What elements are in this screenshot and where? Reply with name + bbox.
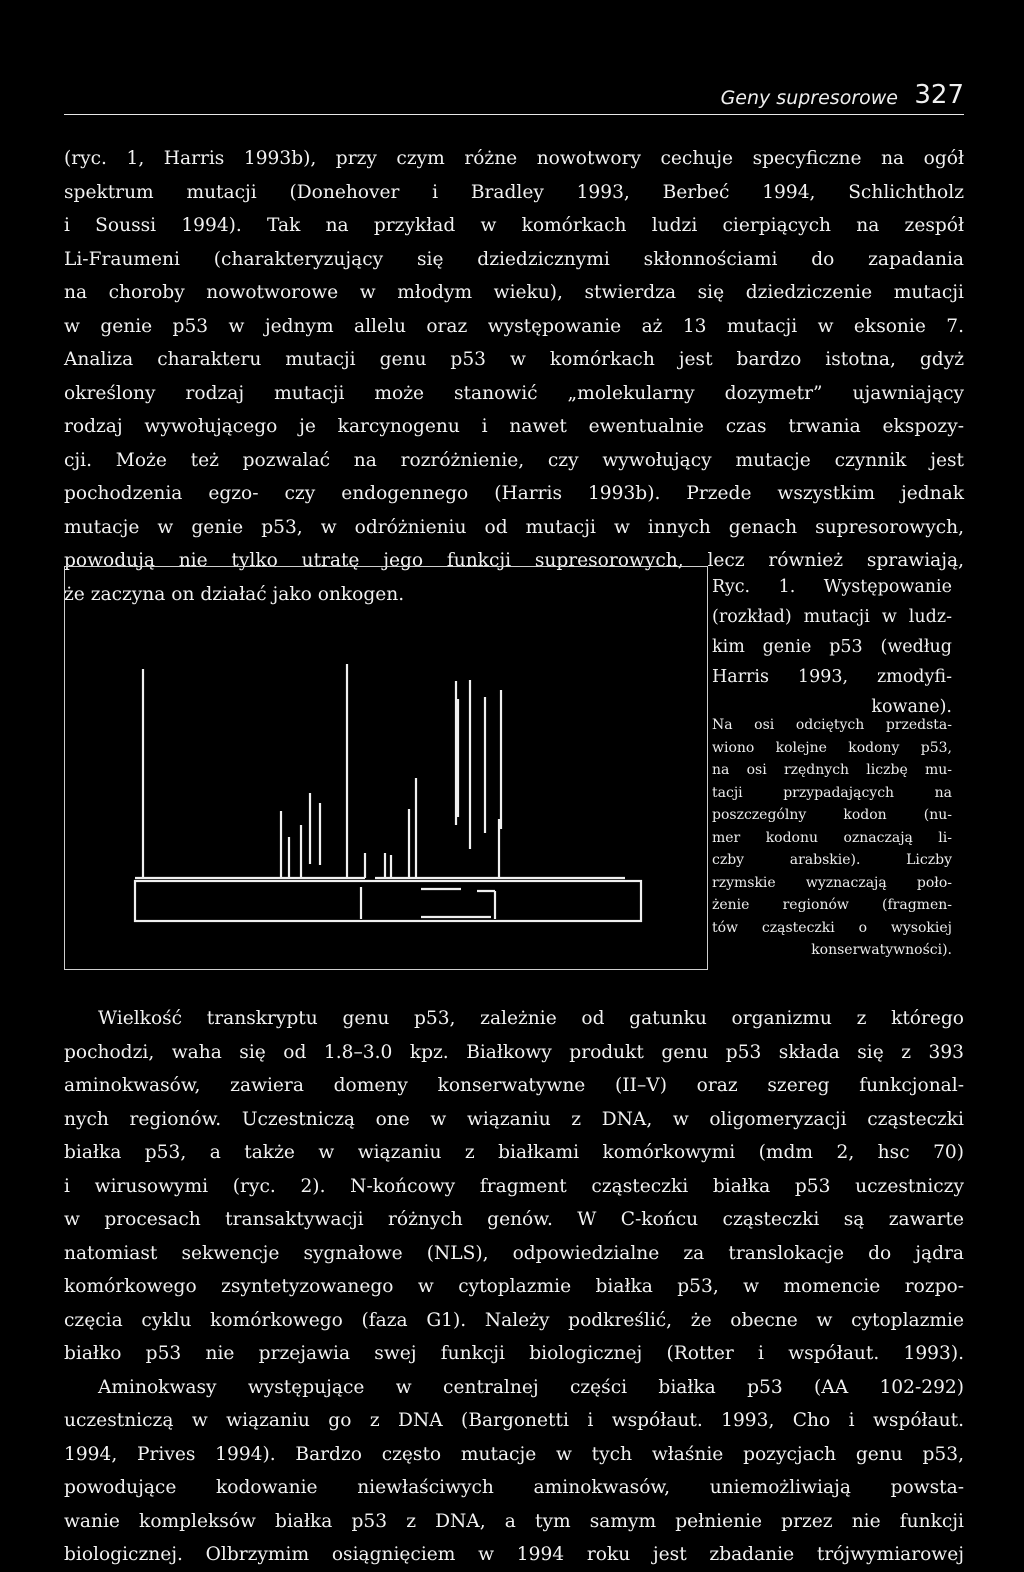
- text-line: Wielkość transkryptu genu p53, zależnie od gatunku organizmu z którego: [98, 1008, 964, 1029]
- text-line: w genie p53 w jednym allelu oraz występowanie aż 13 mutacji w eksonie 7.: [64, 315, 964, 337]
- text-line: wanie kompleksów białka p53 z DNA, a tym samym pełnienie przez nie funkcji: [64, 1510, 964, 1532]
- text-line: Li-Fraumeni (charakteryzujący się dziedzicznymi skłonnościami do zapadania: [64, 248, 964, 270]
- text-line: aminokwasów, zawiera domeny konserwatywne (II–V) oraz szereg funkcjonal-: [64, 1075, 964, 1096]
- text-line: nych regionów. Uczestniczą one w wiązaniu z DNA, w oligomeryzacji cząsteczki: [64, 1108, 964, 1130]
- figure-caption-title: [712, 572, 952, 722]
- page-number: 327: [914, 80, 964, 110]
- text-line: cji. Może też pozwalać na rozróżnienie, czy wywołujący mutacje czynnik jest: [64, 449, 964, 471]
- figure-mutation-distribution: [64, 566, 708, 970]
- text-line: biologicznej. Olbrzymim osiągnięciem w 1994 roku jest zbadanie trójwymiarowej: [64, 1544, 964, 1565]
- figure-caption-body: [712, 714, 952, 962]
- caption-line: mer kodonu oznaczają li-: [712, 829, 952, 846]
- mutation-plot: [65, 567, 709, 971]
- text-line: uczestniczą w wiązaniu go z DNA (Bargonetti i współaut. 1993, Cho i współaut.: [64, 1410, 964, 1431]
- text-line: powodujące kodowanie niewłaściwych aminokwasów, uniemożliwiają powsta-: [64, 1477, 964, 1498]
- caption-line: rzymskie wyznaczają poło-: [712, 874, 952, 891]
- text-line: białko p53 nie przejawia swej funkcji biologicznej (Rotter i współaut. 1993).: [64, 1343, 964, 1364]
- caption-line: (rozkład) mutacji w ludz-: [712, 607, 952, 627]
- caption-line: Ryc. 1. Występowanie: [712, 577, 952, 597]
- text-line: w procesach transaktywacji różnych genów. W C-końcu cząsteczki są zawarte: [64, 1209, 964, 1230]
- text-line: i Soussi 1994). Tak na przykład w komórkach ludzi cierpiących na zespół: [64, 215, 964, 236]
- text-line: na choroby nowotworowe w młodym wieku), stwierdza się dziedziczenie mutacji: [64, 282, 964, 303]
- text-line: spektrum mutacji (Donehover i Bradley 1993, Berbeć 1994, Schlichtholz: [64, 181, 964, 203]
- caption-line: na osi rzędnych liczbę mu-: [712, 762, 952, 778]
- caption-line: żenie regionów (fragmen-: [712, 897, 952, 913]
- caption-line: poszczególny kodon (nu-: [712, 807, 952, 823]
- caption-line: tacji przypadających na: [712, 784, 952, 801]
- text-line: że zaczyna on działać jako onkogen.: [64, 583, 405, 605]
- page-header: [64, 80, 964, 115]
- text-line: powodują nie tylko utratę jego funkcji supresorowych, lecz również sprawiają,: [64, 550, 964, 571]
- text-line: pochodzi, waha się od 1.8–3.0 kpz. Białkowy produkt genu p53 składa się z 393: [64, 1041, 964, 1063]
- text-line: mutacje w genie p53, w odróżnieniu od mutacji w innych genach supresorowych,: [64, 516, 964, 538]
- caption-line: konserwatywności).: [811, 942, 952, 958]
- text-line: Analiza charakteru mutacji genu p53 w komórkach jest bardzo istotna, gdyż: [64, 349, 964, 370]
- caption-line: Na osi odciętych przedsta-: [712, 717, 952, 733]
- caption-line: czby arabskie). Liczby: [712, 852, 952, 868]
- caption-line: wiono kolejne kodony p53,: [712, 739, 952, 756]
- caption-line: Harris 1993, zmodyfi-: [712, 667, 952, 687]
- gene-map-rect: [135, 881, 641, 921]
- text-line: natomiast sekwencje sygnałowe (NLS), odpowiedzialne za translokacje do jądra: [64, 1242, 964, 1264]
- caption-line: kim genie p53 (według: [712, 637, 952, 657]
- paragraph-1: [64, 142, 964, 611]
- text-line: 1994, Prives 1994). Bardzo często mutacje w tych właśnie pozycjach genu p53,: [64, 1443, 964, 1465]
- caption-line: kowane).: [871, 697, 952, 717]
- text-line: (ryc. 1, Harris 1993b), przy czym różne nowotwory cechuje specyficzne na ogół: [64, 148, 964, 169]
- text-line: komórkowego zsyntetyzowanego w cytoplazmie białka p53, w momencie rozpo-: [64, 1276, 964, 1297]
- paragraph-2: [64, 1002, 964, 1572]
- text-line: białka p53, a także w wiązaniu z białkami komórkowymi (mdm 2, hsc 70): [64, 1142, 964, 1163]
- text-line: Aminokwasy występujące w centralnej części białka p53 (AA 102-292): [98, 1376, 964, 1398]
- text-line: częcia cyklu komórkowego (faza G1). Należy podkreślić, że obecne w cytoplazmie: [64, 1309, 964, 1331]
- running-title: Geny supresorowe: [720, 87, 898, 109]
- text-line: pochodzenia egzo- czy endogennego (Harris 1993b). Przede wszystkim jednak: [64, 483, 964, 504]
- text-line: rodzaj wywołującego je karcynogenu i nawet ewentualnie czas trwania ekspozy-: [64, 416, 964, 437]
- caption-line: tów cząsteczki o wysokiej: [712, 919, 952, 936]
- text-line: określony rodzaj mutacji może stanowić „molekularny dozymetr” ujawniający: [64, 382, 964, 404]
- text-line: i wirusowymi (ryc. 2). N-końcowy fragment cząsteczki białka p53 uczestniczy: [64, 1175, 964, 1197]
